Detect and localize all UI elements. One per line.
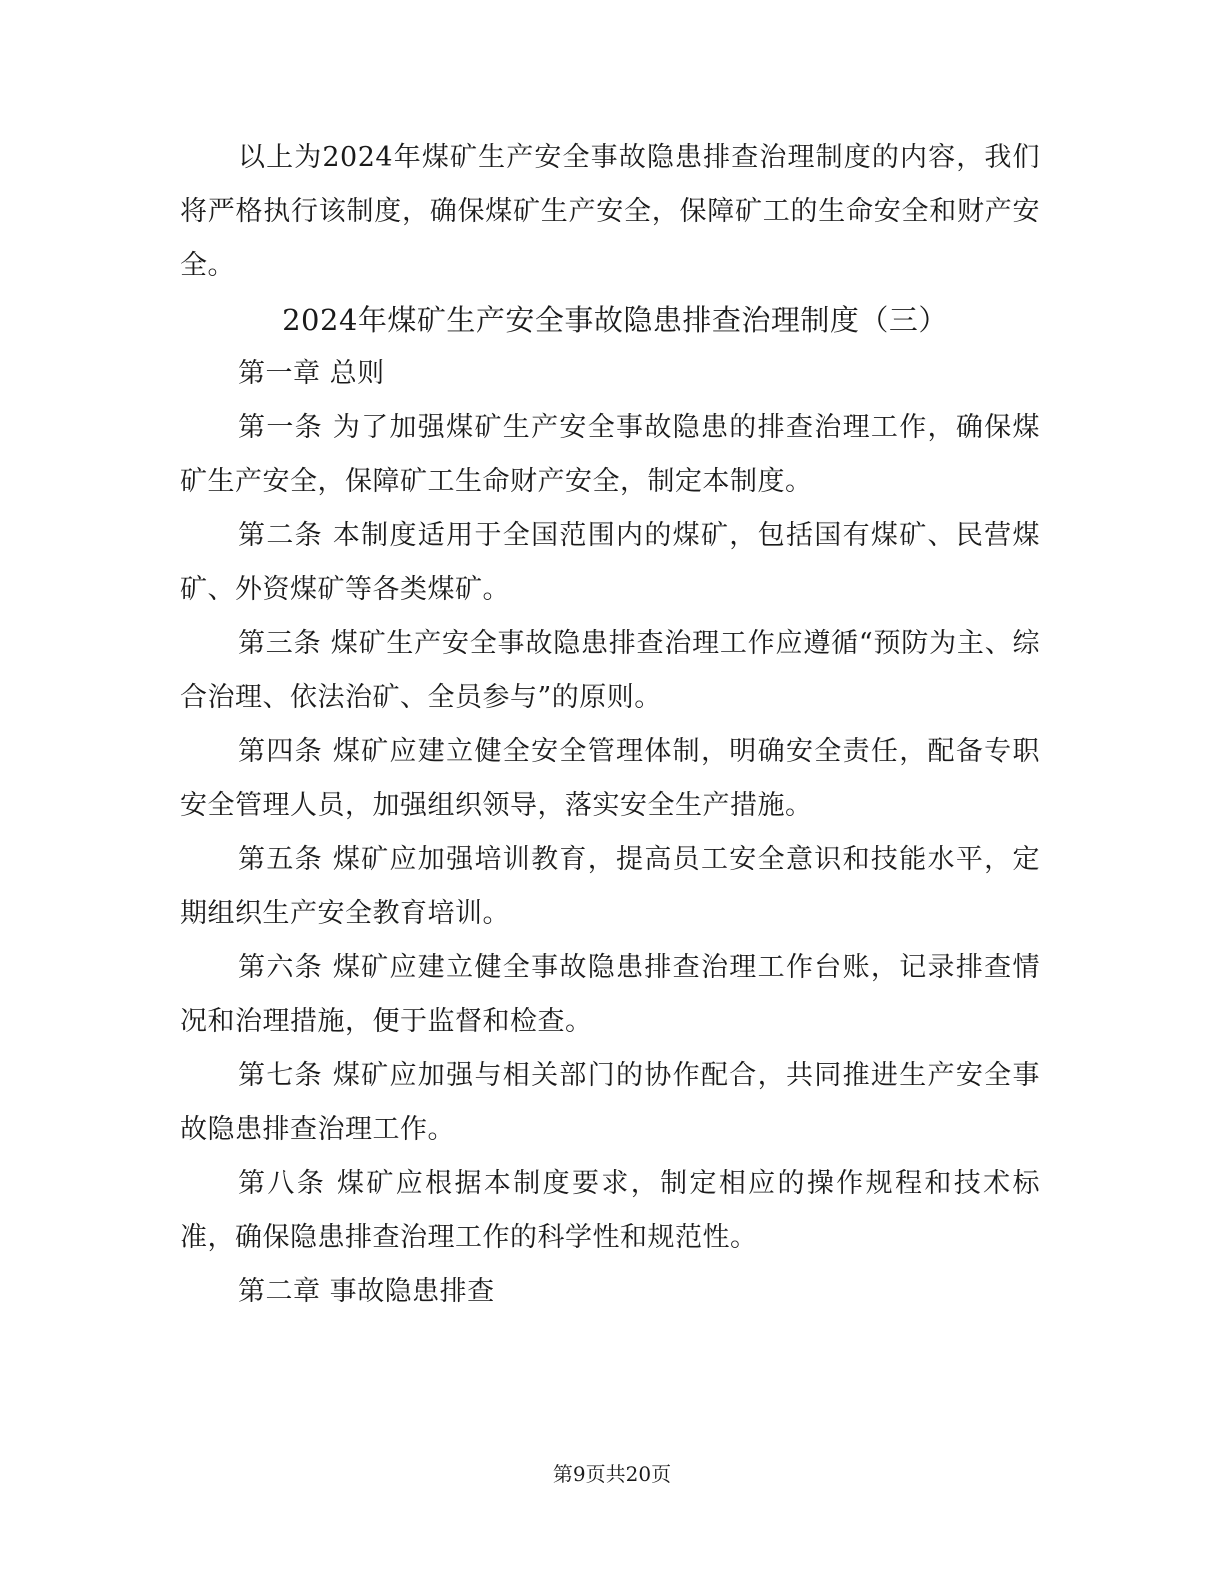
chapter-heading: 第一章 总则	[238, 358, 385, 389]
document-body	[180, 131, 1040, 1319]
article-paragraph: 第八条 煤矿应根据本制度要求，制定相应的操作规程和技术标准，确保隐患排查治理工作的科学性和规范性。	[180, 1168, 1040, 1253]
chapter-heading: 第二章 事故隐患排查	[238, 1276, 495, 1307]
article-paragraph: 第七条 煤矿应加强与相关部门的协作配合，共同推进生产安全事故隐患排查治理工作。	[180, 1060, 1040, 1145]
document-title: 2024年煤矿生产安全事故隐患排查治理制度（三）	[282, 303, 948, 337]
intro-paragraph: 以上为2024年煤矿生产安全事故隐患排查治理制度的内容，我们将严格执行该制度，确保煤矿生产安全，保障矿工的生命安全和财产安全。	[180, 142, 1040, 281]
article-paragraph: 第三条 煤矿生产安全事故隐患排查治理工作应遵循“预防为主、综合治理、依法治矿、全员参与”的原则。	[180, 628, 1040, 713]
article-paragraph: 第二条 本制度适用于全国范围内的煤矿，包括国有煤矿、民营煤矿、外资煤矿等各类煤矿。	[180, 520, 1040, 605]
article-paragraph: 第一条 为了加强煤矿生产安全事故隐患的排查治理工作，确保煤矿生产安全，保障矿工生命财产安全，制定本制度。	[180, 412, 1040, 497]
page-number-footer: 第9页共20页	[552, 1462, 672, 1486]
article-paragraph: 第四条 煤矿应建立健全安全管理体制，明确安全责任，配备专职安全管理人员，加强组织领导，落实安全生产措施。	[180, 736, 1040, 821]
article-paragraph: 第五条 煤矿应加强培训教育，提高员工安全意识和技能水平，定期组织生产安全教育培训。	[180, 844, 1040, 929]
article-paragraph: 第六条 煤矿应建立健全事故隐患排查治理工作台账，记录排查情况和治理措施，便于监督和检查。	[180, 952, 1040, 1037]
